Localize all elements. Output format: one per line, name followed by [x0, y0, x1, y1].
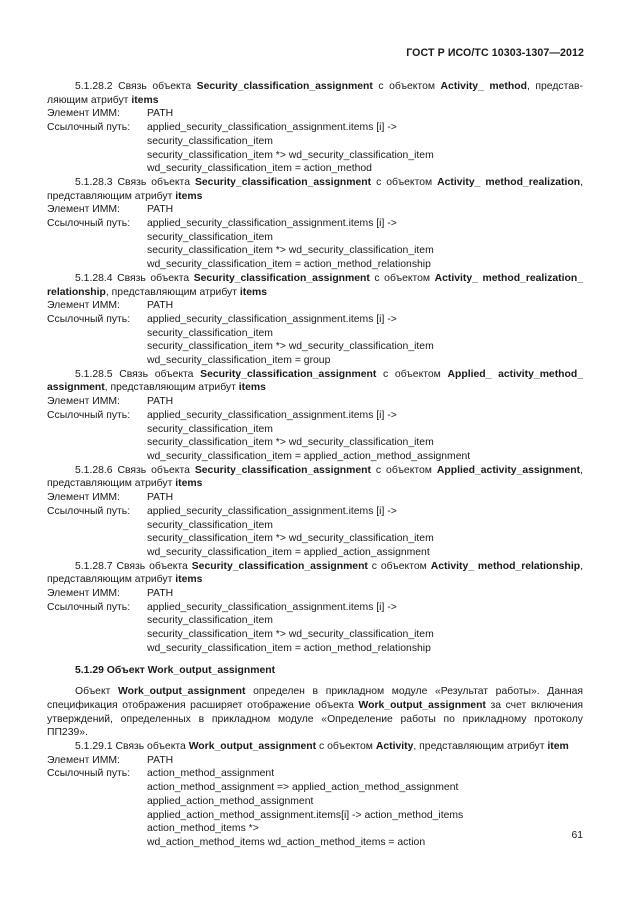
element-value: PATH — [147, 108, 174, 120]
path-line: wd_security_classification_item = action_method_relationship — [147, 642, 431, 654]
path-row — [47, 409, 583, 423]
path-line: security_classification_item — [147, 231, 273, 243]
path-line: security_classification_item *> wd_security_classification_item — [147, 245, 434, 257]
element-label: Элемент ИММ: — [47, 754, 120, 766]
path-line: security_classification_item *> wd_security_classification_item — [147, 149, 434, 161]
final-mapping-block — [47, 740, 583, 850]
path-row — [47, 217, 583, 231]
element-value: PATH — [147, 588, 174, 600]
path-label: Ссылочный путь: — [47, 601, 131, 613]
path-line: applied_security_classification_assignment.items [i] -> — [147, 601, 397, 613]
mapping-heading: 5.1.29.1 Связь объекта Work_output_assignment с объектом Activity, представляющим атрибут item — [75, 741, 569, 753]
mapping-heading: 5.1.28.2 Связь объекта Security_classification_assignment с объектом Activity_ method, представ-ляющим атрибут items — [47, 81, 583, 106]
mapping-heading: 5.1.28.3 Связь объекта Security_classification_assignment с объектом Activity_ method_realization, представляющим атрибут items — [47, 176, 583, 202]
path-line: applied_security_classification_assignment.items [i] -> — [147, 409, 397, 421]
mapping-heading: 5.1.28.4 Связь объекта Security_classification_assignment с объектом Activity_ method_realization_ relationship, представляющим атрибут items — [47, 272, 583, 298]
element-row — [47, 395, 583, 409]
path-line: security_classification_item — [147, 519, 273, 531]
mapping-heading: 5.1.28.7 Связь объекта Security_classification_assignment с объектом Activity_ method_relationship, представляющим атрибут items — [47, 560, 584, 586]
path-line: security_classification_item — [147, 615, 273, 627]
path-row — [47, 767, 583, 781]
mapping-block — [47, 740, 583, 850]
path-line: applied_security_classification_assignment.items [i] -> — [147, 218, 397, 230]
path-line: applied_security_classification_assignment.items [i] -> — [147, 122, 397, 134]
path-line: applied_action_method_assignment — [147, 795, 314, 807]
path-label: Ссылочный путь: — [47, 768, 131, 780]
path-line: security_classification_item — [147, 423, 273, 435]
path-label: Ссылочный путь: — [47, 505, 131, 517]
element-value: PATH — [147, 754, 174, 766]
path-line: security_classification_item — [147, 135, 273, 147]
element-label: Элемент ИММ: — [47, 492, 120, 504]
path-line: security_classification_item *> wd_security_classification_item — [147, 533, 434, 545]
element-row — [47, 299, 583, 313]
mapping-block — [47, 464, 583, 560]
path-row — [47, 601, 583, 615]
path-line: security_classification_item *> wd_security_classification_item — [147, 629, 434, 641]
mapping-block — [47, 272, 583, 368]
mapping-block — [47, 80, 583, 176]
element-value: PATH — [147, 204, 174, 216]
path-row — [47, 313, 583, 327]
path-line: action_method_items *> — [147, 823, 259, 835]
path-label: Ссылочный путь: — [47, 122, 131, 134]
path-line: security_classification_item *> wd_security_classification_item — [147, 341, 434, 353]
element-value: PATH — [147, 396, 174, 408]
element-label: Элемент ИММ: — [47, 396, 120, 408]
path-line: wd_security_classification_item = action_method — [147, 163, 372, 175]
element-row — [47, 107, 583, 121]
path-line: wd_security_classification_item = applied_action_method_assignment — [147, 450, 471, 462]
path-label: Ссылочный путь: — [47, 218, 131, 230]
mapping-heading: 5.1.28.5 Связь объекта Security_classification_assignment с объектом Applied_ activity_method_ assignment, представляющим атрибут items — [47, 368, 583, 394]
element-value: PATH — [147, 492, 174, 504]
element-row — [47, 587, 583, 601]
path-label: Ссылочный путь: — [47, 313, 131, 325]
mapping-blocks — [47, 80, 583, 656]
path-line: wd_security_classification_item = group — [147, 355, 331, 367]
section-description: Объект Work_output_assignment определен в прикладном модуле «Результат работы». Данная спецификация отображения расширяет отображение объекта Work_output_assignment за счет включения утверждений, определенных в прикладном модуле «Определение работы по прикладному протоколу ПП239». — [47, 686, 583, 739]
document-code-header: ГОСТ Р ИСО/ТС 10303-1307—2012 — [406, 47, 584, 59]
mapping-block — [47, 560, 583, 656]
path-row — [47, 121, 583, 135]
mapping-heading: 5.1.28.6 Связь объекта Security_classification_assignment с объектом Applied_activity_assignment, представляющим атрибут items — [47, 464, 583, 490]
mapping-block — [47, 176, 583, 272]
element-value: PATH — [147, 300, 174, 312]
element-label: Элемент ИММ: — [47, 588, 120, 600]
page-number: 61 — [571, 830, 583, 841]
path-line: security_classification_item — [147, 327, 273, 339]
path-line: wd_action_method_items wd_action_method_items = action — [147, 836, 426, 848]
element-row — [47, 754, 583, 768]
path-line: applied_security_classification_assignment.items [i] -> — [147, 313, 397, 325]
path-line: wd_security_classification_item = action_method_relationship — [147, 259, 431, 271]
mapping-block — [47, 368, 583, 464]
path-line: action_method_assignment — [147, 768, 275, 780]
element-label: Элемент ИММ: — [47, 300, 120, 312]
path-line: security_classification_item *> wd_security_classification_item — [147, 437, 434, 449]
path-line: action_method_assignment => applied_action_method_assignment — [147, 782, 459, 794]
path-row — [47, 505, 583, 519]
path-line: applied_security_classification_assignment.items [i] -> — [147, 505, 397, 517]
path-line: applied_action_method_assignment.items[i] -> action_method_items — [147, 809, 464, 821]
element-row — [47, 203, 583, 217]
element-label: Элемент ИММ: — [47, 204, 120, 216]
page-content — [47, 80, 583, 850]
element-row — [47, 491, 583, 505]
element-label: Элемент ИММ: — [47, 108, 120, 120]
path-label: Ссылочный путь: — [47, 409, 131, 421]
path-line: wd_security_classification_item = applied_action_assignment — [147, 546, 430, 558]
section-title: 5.1.29 Объект Work_output_assignment — [75, 664, 276, 676]
